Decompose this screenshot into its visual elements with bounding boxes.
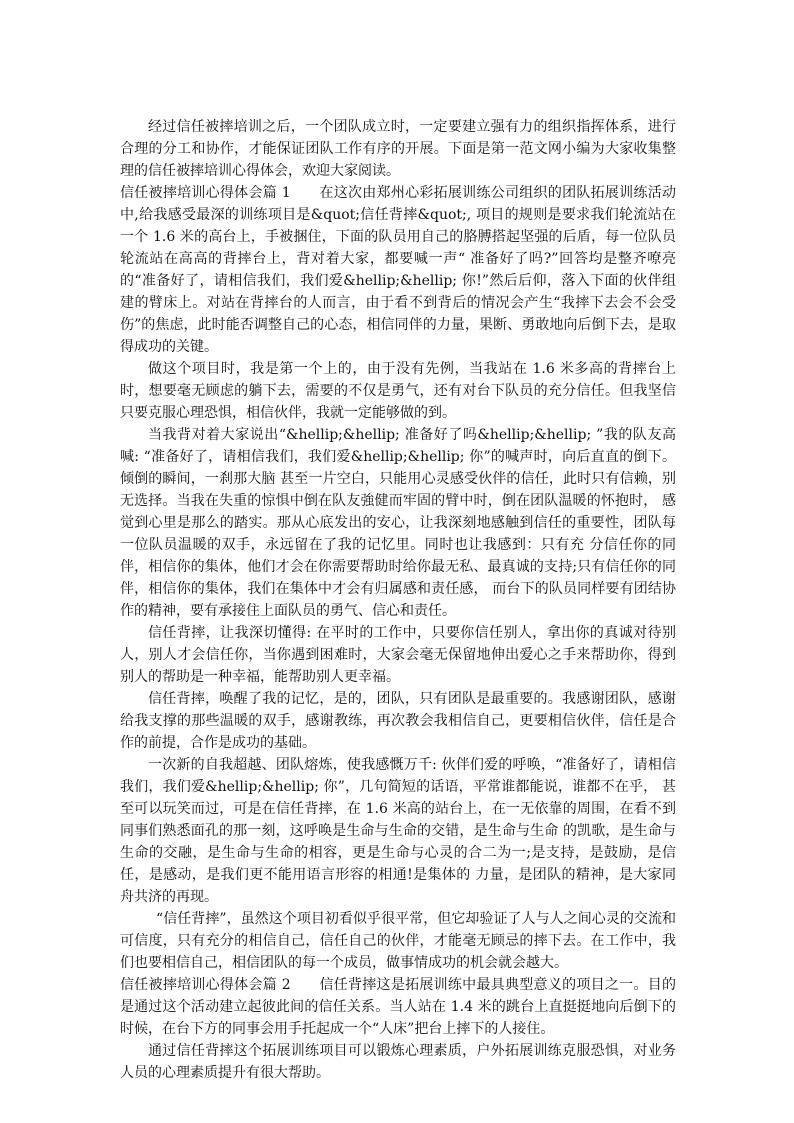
body-paragraph: “信任背摔”，虽然这个项目初看似乎很平常，但它却验证了人与人之间心灵的交流和可信度，只有充分的相信自己，信任自己的伙伴，才能毫无顾忌的摔下去。在工作中，我们也要相信自己，相信团队的每一个成员，做事情成功的机会就会越大。: [120, 911, 676, 971]
body-paragraph: 信任背摔，唤醒了我的记忆，是的，团队，只有团队是最重要的。我感谢团队，感谢给我支撑的那些温暖的双手，感谢教练，再次教会我相信自己，更要相信伙伴，信任是合作的前提，合作是成功的基础。: [120, 691, 676, 751]
body-paragraph: 通过信任背摔这个拓展训练项目可以锻炼心理素质，户外拓展训练克服恐惧，对业务人员的心理素质提升有很大帮助。: [120, 1043, 676, 1081]
document-body: [120, 116, 676, 1084]
body-paragraph: 做这个项目时，我是第一个上的，由于没有先例，当我站在 1.6 米多高的背摔台上时，想要毫无顾虑的躺下去，需要的不仅是勇气，还有对台下队员的充分信任。但我坚信只要克服心理恐惧，相信伙伴，我就一定能够做的到。: [120, 361, 676, 421]
body-paragraph: 当我背对着大家说出“&hellip;&hellip; 准备好了吗&hellip;&hellip; ”我的队友高喊: “准备好了，请相信我们，我们爱&hellip;&hellip; 你”的喊声时，向后直直的倒下。倾倒的瞬间，一刹那大脑 甚至一片空白，只能用心灵感受伙伴的信任，此时只有信赖，别无选择。当我在失重的惊惧中倒在队友強健而牢固的臂中时，倒在团队温暖的怀抱时， 感觉到心里是那么的踏实。那从心底发出的安心，让我深刻地感触到信任的重要性，团队每一位队员温暖的双手，永远留在了我的记忆里。同时也让我感到：只有充 分信任你的同伴，相信你的集体，他们才会在你需要帮助时给你最无私、最真诚的支持;只有信任你的同伴，相信你的集体，我们在集体中才会有归属感和责任感， 而台下的队员同样要有团结协作的精神，要有承接住上面队员的勇气、信心和责任。: [120, 427, 676, 619]
section-2-heading-paragraph: 信任被摔培训心得体会篇 2 信任背摔这是拓展训练中最具典型意义的项目之一。目的是通过这个活动建立起彼此间的信任关系。当人站在 1.4 米的跳台上直挺挺地向后倒下的时候，在台下方的同事会用手托起成一个“人床”把台上摔下的人接住。: [120, 977, 676, 1037]
body-paragraph: 一次新的自我超越、团队熔炼，使我感慨万千: 伙伴们爱的呼唤，“准备好了，请相信我们，我们爱&hellip;&hellip; 你”，几句简短的话语，平常谁都能说，谁都不在乎， 甚至可以玩笑而过，可是在信任背摔，在 1.6 米高的站台上，在一无依靠的周围，在看不到同事们熟悉面孔的那一刻，这呼唤是生命与生命的交错，是生命与生命 的凯歌，是生命与生命的交融，是生命与生命的相容，更是生命与心灵的合二为一;是支持，是鼓励，是信任，是感动，是我们更不能用语言形容的相通!是集体的 力量，是团队的精神，是大家同舟共济的再现。: [120, 757, 676, 905]
body-paragraph: 信任背摔，让我深切懂得: 在平时的工作中，只要你信任别人，拿出你的真诚对待别人，别人才会信任你，当你遇到困难时，大家会毫无保留地伸出爱心之手来帮助你，得到别人的帮助是一种幸福，能帮助别人更幸福。: [120, 625, 676, 685]
section-1-heading-paragraph: 信任被摔培训心得体会篇 1 在这次由郑州心彩拓展训练公司组织的团队拓展训练活动中,给我感受最深的训练项目是&quot;信任背摔&quot;, 项目的规则是要求我们轮流站在一个 1.6 米的高台上，手被捆住，下面的队员用自己的胳膊搭起坚强的后盾，每一位队员轮流站在高高的背摔台上，背对着大家，都要喊一声“ 准备好了吗?”回答均是整齐嘹亮的“准备好了，请相信我们，我们爱&hellip;&hellip; 你!”然后后仰，落入下面的伙伴组建的臂床上。对站在背摔台的人而言，由于看不到背后的情况会产生“我摔下去会不会受伤”的焦虑，此时能否调整自己的心态，相信同伴的力量，果断、勇敢地向后倒下去，是取得成功的关键。: [120, 185, 676, 355]
intro-paragraph: 经过信任被摔培训之后，一个团队成立时，一定要建立强有力的组织指挥体系，进行合理的分工和协作，才能保证团队工作有序的开展。下面是第一范文网小编为大家收集整理的信任被摔培训心得体会，欢迎大家阅读。: [120, 119, 676, 179]
